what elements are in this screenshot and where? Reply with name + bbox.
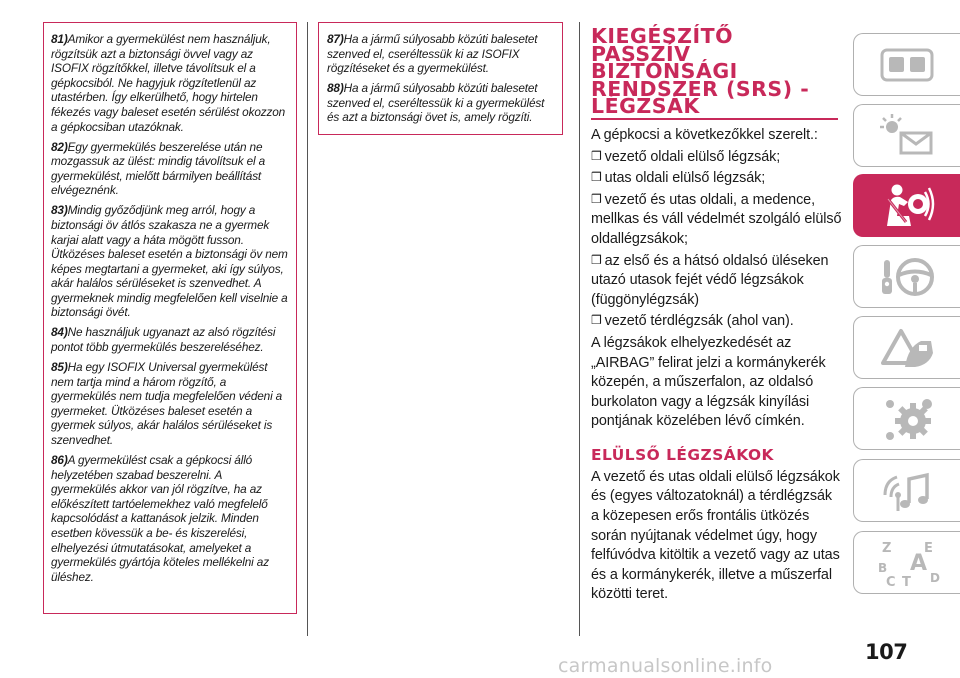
airbag-list	[591, 148, 843, 332]
list-item	[591, 252, 843, 311]
index-tab[interactable]	[853, 531, 960, 594]
heading-rule	[591, 118, 838, 120]
location-text: A légzsákok elhelyezkedését az „AIRBAG” felirat jelzi a kormánykerék közepén, a műszerfalon, az oldalsó burkolaton vagy a légzsák kinyílási pontjának közelében lévő címkén.	[591, 334, 826, 430]
bullet-box-icon: ❒	[591, 191, 602, 206]
list-item	[591, 169, 843, 189]
warning-triangle-icon	[875, 323, 939, 373]
list-item-text: vezető és utas oldali, a medence, mellkas és váll védelmét szolgáló elülső oldallégzsákok;	[591, 191, 842, 247]
warning-note	[51, 203, 290, 320]
column-divider-right	[579, 22, 580, 636]
warning-number: 86)	[51, 452, 68, 467]
bullet-box-icon: ❒	[591, 252, 602, 267]
warning-text: Amikor a gyermekülést nem használjuk, rögzítsük azt a biztonsági övvel vagy az ISOFIX rögzítőkkel, illetve távolítsuk el a gépkocsiból. Ne hagyjuk rögzítetlenül az utastérben. Így elkerülhető, hogy hirtelen fékezés vagy baleset esetén sérülést okozzon a gépkocsiban utazóknak.	[51, 32, 286, 134]
heading-line: RENDSZER (SRS) -	[591, 76, 810, 101]
watermark: carmanualsonline.info	[558, 655, 773, 677]
warning-note	[51, 32, 290, 134]
warning-number: 87)	[327, 32, 344, 46]
warning-note	[51, 140, 290, 198]
warning-number: 82)	[51, 139, 68, 154]
page-number: 107	[865, 640, 908, 664]
heading-line: BIZTONSÁGI	[591, 59, 738, 84]
warning-note	[51, 325, 290, 354]
list-item	[591, 312, 843, 332]
starting-driving-tab[interactable]	[853, 245, 960, 308]
warning-number: 81)	[51, 32, 68, 46]
heading-line: KIEGÉSZÍTŐ	[591, 24, 734, 48]
warning-text: Ha egy ISOFIX Universal gyermekülést nem tartja mind a három rögzítő, a gyermekülés nem tudja megfelelően védeni a gyermeket. Ütközéses baleset esetén a gyermek súlyos, akár halálos sérüléseket is szenvedhet.	[51, 360, 283, 447]
svg-text:T: T	[902, 574, 911, 590]
dashboard-icon	[877, 43, 937, 87]
warning-text: Mindig győződjünk meg arról, hogy a biztonsági öv átlós szakasza ne a gyermek karjai alatt vagy a háta mögött fusson. Ütközéses baleset esetén a biztonsági öv nem képes megtartani a gyermeket, aki így súlyos, akár halálos sérüléseket is szenvedhet. A gyermeknek mindig megfelelően kell viselnie a biztonsági övét.	[51, 203, 288, 320]
list-item-text: vezető oldali elülső légzsák;	[604, 148, 781, 165]
warning-text: Ne használjuk ugyanazt az alsó rögzítési pontot több gyermekülés beszereléséhez.	[51, 325, 276, 355]
section-heading	[591, 24, 843, 119]
steering-wheel-icon	[875, 252, 939, 302]
list-item	[591, 191, 843, 250]
list-item-text: utas oldali elülső légzsák;	[604, 170, 766, 187]
svg-text:E: E	[924, 540, 933, 556]
warning-number: 83)	[51, 203, 68, 218]
svg-text:B: B	[878, 560, 888, 575]
heading-line: PASSZÍV	[591, 41, 691, 66]
warning-number: 85)	[51, 360, 68, 375]
warning-number: 88)	[327, 81, 344, 96]
list-item-text: vezető térdlégzsák (ahol van).	[604, 313, 794, 330]
warning-note	[327, 81, 556, 125]
bullet-box-icon: ❒	[591, 313, 602, 328]
warning-note	[51, 453, 290, 584]
column-divider-left	[307, 22, 308, 636]
svg-text:Z: Z	[882, 540, 892, 556]
warning-box-middle	[318, 22, 563, 135]
subsection-heading: ELÜLSŐ LÉGZSÁKOK	[591, 445, 774, 464]
bullet-box-icon: ❒	[591, 170, 602, 185]
warning-text: A gyermekülést csak a gépkocsi álló helyzetében szabad beszerelni. A gyermekülés akkor van jól rögzítve, ha az előkészített tartóelemekhez való megfelelő kapcsolódást a kattanások jelzik. Minden esetben kövessük a be- és kiszerelési, elhelyezési útmutatásokat, amelyeket a gyermekülés gyártója köteles mellékelni az üléshez.	[51, 452, 269, 584]
maintenance-tab[interactable]	[853, 387, 960, 450]
list-item	[591, 148, 843, 168]
warning-box-left	[43, 22, 297, 614]
warning-number: 84)	[51, 325, 68, 340]
warning-note	[327, 32, 556, 76]
bullet-box-icon: ❒	[591, 148, 602, 163]
intro-text: A gépkocsi a következőkkel szerelt.:	[591, 126, 818, 143]
front-airbags-text: A vezető és utas oldali elülső légzsákok és (egyes változatoknál) a térdlégzsák a közepesen erős frontális ütközés során nyújtanak védelmet úgy, hogy felfúvódva kitöltik a vezető vagy az utas és a kormánykerék, illetve a műszerfal közötti teret.	[591, 468, 840, 603]
warning-text: Ha a jármű súlyosabb közúti balesetet szenved el, cseréltessük ki a gyermekülést és azt a biztonsági övet is, amely rögzíti.	[327, 81, 545, 125]
emergency-tab[interactable]	[853, 316, 960, 379]
list-item-text: az első és a hátsó oldalsó üléseken utazó utasok fejét védő légzsákok (függönylégzsák)	[591, 252, 829, 308]
gears-icon	[875, 394, 939, 444]
warning-lights-tab[interactable]	[853, 104, 960, 167]
alphabet-index-icon	[872, 536, 942, 590]
svg-text:A: A	[910, 550, 928, 576]
warning-text: Ha a jármű súlyosabb közúti balesetet szenved el, cseréltessük ki az ISOFIX rögzítéseket és a gyermekülést.	[327, 32, 538, 76]
seatbelt-airbag-icon	[876, 182, 938, 230]
warning-text: Egy gyermekülés beszerelése után ne mozgassuk az ülést: mindig távolítsuk el a gyermekülést, mielőtt bármilyen beállítást elvégeznénk.	[51, 139, 266, 198]
svg-text:C: C	[886, 574, 896, 590]
safety-tab[interactable]	[853, 174, 960, 237]
warning-lights-icon	[875, 111, 939, 161]
multimedia-tab[interactable]	[853, 459, 960, 522]
svg-text:D: D	[930, 570, 940, 585]
heading-line: LÉGZSÁK	[591, 94, 700, 119]
dashboard-tab[interactable]	[853, 33, 960, 96]
right-column	[591, 24, 843, 605]
warning-note	[51, 360, 290, 448]
music-signal-icon	[875, 465, 939, 517]
